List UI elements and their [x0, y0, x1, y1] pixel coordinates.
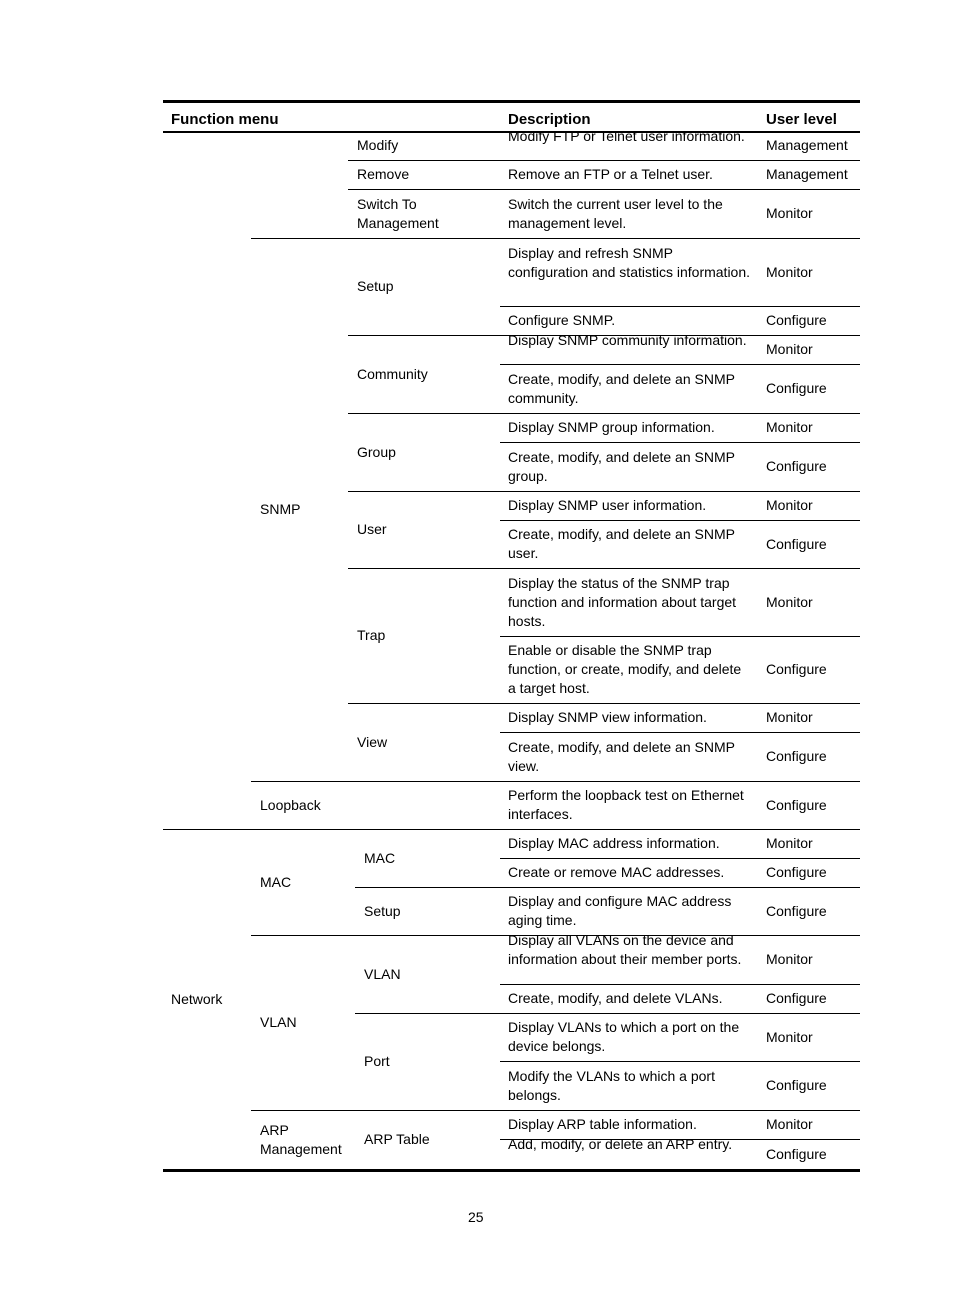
- row-separator: [163, 829, 860, 830]
- row-separator: [500, 636, 860, 637]
- row-separator: [500, 1061, 860, 1062]
- row-separator: [251, 781, 860, 782]
- user-level-cell: Configure: [766, 990, 827, 1006]
- menu-level3-cell: Switch To Management: [357, 196, 439, 231]
- description-cell: Display SNMP user information.: [508, 497, 707, 513]
- row-separator: [355, 887, 860, 888]
- user-level-cell: Management: [766, 137, 848, 153]
- user-level-cell: Monitor: [766, 341, 813, 357]
- row-separator: [348, 189, 860, 190]
- description-cell: Modify the VLANs to which a port belongs.: [508, 1068, 715, 1103]
- user-level-cell: Configure: [766, 1146, 827, 1162]
- row-separator: [251, 1110, 860, 1111]
- row-separator: [348, 160, 860, 161]
- menu-level2-cell: Loopback: [260, 797, 321, 813]
- description-cell: Create, modify, and delete an SNMP view.: [508, 739, 735, 774]
- menu-level3-cell: Setup: [357, 278, 394, 294]
- menu-level2-cell: SNMP: [260, 501, 301, 517]
- description-cell: Create, modify, and delete VLANs.: [508, 990, 723, 1006]
- description-cell: Display the status of the SNMP trap function and information about target hosts.: [508, 575, 737, 629]
- description-cell: Display and refresh SNMP configuration and statistics information.: [508, 245, 751, 280]
- user-level-cell: Monitor: [766, 497, 813, 513]
- row-separator: [500, 364, 860, 365]
- menu-level3-cell: Modify: [357, 137, 399, 153]
- description-cell: Configure SNMP.: [508, 312, 616, 328]
- user-level-cell: Monitor: [766, 1029, 813, 1045]
- user-level-cell: Configure: [766, 797, 827, 813]
- menu-level3-cell: View: [357, 734, 388, 750]
- user-level-cell: Configure: [766, 536, 827, 552]
- row-separator: [500, 442, 860, 443]
- row-separator: [348, 703, 860, 704]
- description-cell: Display all VLANs on the device and information about their member ports.: [508, 932, 742, 967]
- header-description: Description: [508, 111, 591, 128]
- menu-level3-cell: Group: [357, 444, 396, 460]
- user-level-cell: Management: [766, 166, 848, 182]
- description-cell: Create, modify, and delete an SNMP community.: [508, 371, 735, 406]
- user-level-cell: Monitor: [766, 709, 813, 725]
- description-cell: Remove an FTP or a Telnet user.: [508, 166, 713, 182]
- description-cell: Switch the current user level to the management level.: [508, 196, 723, 231]
- description-cell: Display SNMP group information.: [508, 419, 715, 435]
- menu-level3-cell: ARP Table: [364, 1131, 430, 1147]
- description-cell: Create, modify, and delete an SNMP group.: [508, 449, 735, 484]
- menu-level2-cell: MAC: [260, 874, 292, 890]
- description-cell: Modify FTP or Telnet user information.: [508, 128, 745, 144]
- user-level-cell: Configure: [766, 661, 827, 677]
- menu-level3-cell: Community: [357, 366, 428, 382]
- user-level-cell: Configure: [766, 1077, 827, 1093]
- menu-level3-cell: MAC: [364, 850, 396, 866]
- menu-level2-cell: VLAN: [260, 1014, 297, 1030]
- menu-level3-cell: VLAN: [364, 966, 401, 982]
- user-level-cell: Configure: [766, 458, 827, 474]
- description-cell: Create or remove MAC addresses.: [508, 864, 725, 880]
- row-separator: [348, 568, 860, 569]
- page-number: 25: [468, 1209, 484, 1225]
- row-separator: [500, 732, 860, 733]
- user-level-cell: Monitor: [766, 1116, 813, 1132]
- header-function-menu: Function menu: [171, 111, 279, 128]
- row-separator: [251, 238, 860, 239]
- description-cell: Display and configure MAC address aging time.: [508, 893, 732, 928]
- description-cell: Display SNMP community information.: [508, 332, 747, 348]
- user-level-cell: Monitor: [766, 594, 813, 610]
- table-top-rule: [163, 100, 860, 103]
- user-level-cell: Monitor: [766, 835, 813, 851]
- description-cell: Display SNMP view information.: [508, 709, 707, 725]
- user-level-cell: Monitor: [766, 419, 813, 435]
- menu-level3-cell: Port: [364, 1053, 390, 1069]
- user-level-cell: Configure: [766, 312, 827, 328]
- user-level-cell: Configure: [766, 903, 827, 919]
- description-cell: Display ARP table information.: [508, 1116, 697, 1132]
- row-separator: [500, 984, 860, 985]
- row-separator: [500, 858, 860, 859]
- user-level-cell: Monitor: [766, 951, 813, 967]
- row-separator: [500, 520, 860, 521]
- table-bottom-rule: [163, 1169, 860, 1172]
- description-cell: Display MAC address information.: [508, 835, 720, 851]
- description-cell: Create, modify, and delete an SNMP user.: [508, 526, 735, 561]
- user-level-cell: Monitor: [766, 264, 813, 280]
- user-level-cell: Monitor: [766, 205, 813, 221]
- menu-level3-cell: Setup: [364, 903, 401, 919]
- row-separator: [348, 491, 860, 492]
- menu-level1-cell: Network: [171, 991, 223, 1007]
- description-cell: Add, modify, or delete an ARP entry.: [508, 1136, 733, 1152]
- header-user-level: User level: [766, 111, 837, 128]
- menu-level3-cell: User: [357, 521, 387, 537]
- row-separator: [348, 413, 860, 414]
- menu-level2-cell: ARP Management: [260, 1122, 342, 1157]
- user-level-cell: Configure: [766, 748, 827, 764]
- menu-level3-cell: Trap: [357, 627, 386, 643]
- user-level-cell: Configure: [766, 864, 827, 880]
- row-separator: [355, 1013, 860, 1014]
- description-cell: Enable or disable the SNMP trap function, or create, modify, and delete a target host.: [508, 642, 742, 696]
- menu-level3-cell: Remove: [357, 166, 410, 182]
- user-level-cell: Configure: [766, 380, 827, 396]
- row-separator: [500, 306, 860, 307]
- description-cell: Perform the loopback test on Ethernet interfaces.: [508, 787, 744, 822]
- description-cell: Display VLANs to which a port on the device belongs.: [508, 1019, 740, 1054]
